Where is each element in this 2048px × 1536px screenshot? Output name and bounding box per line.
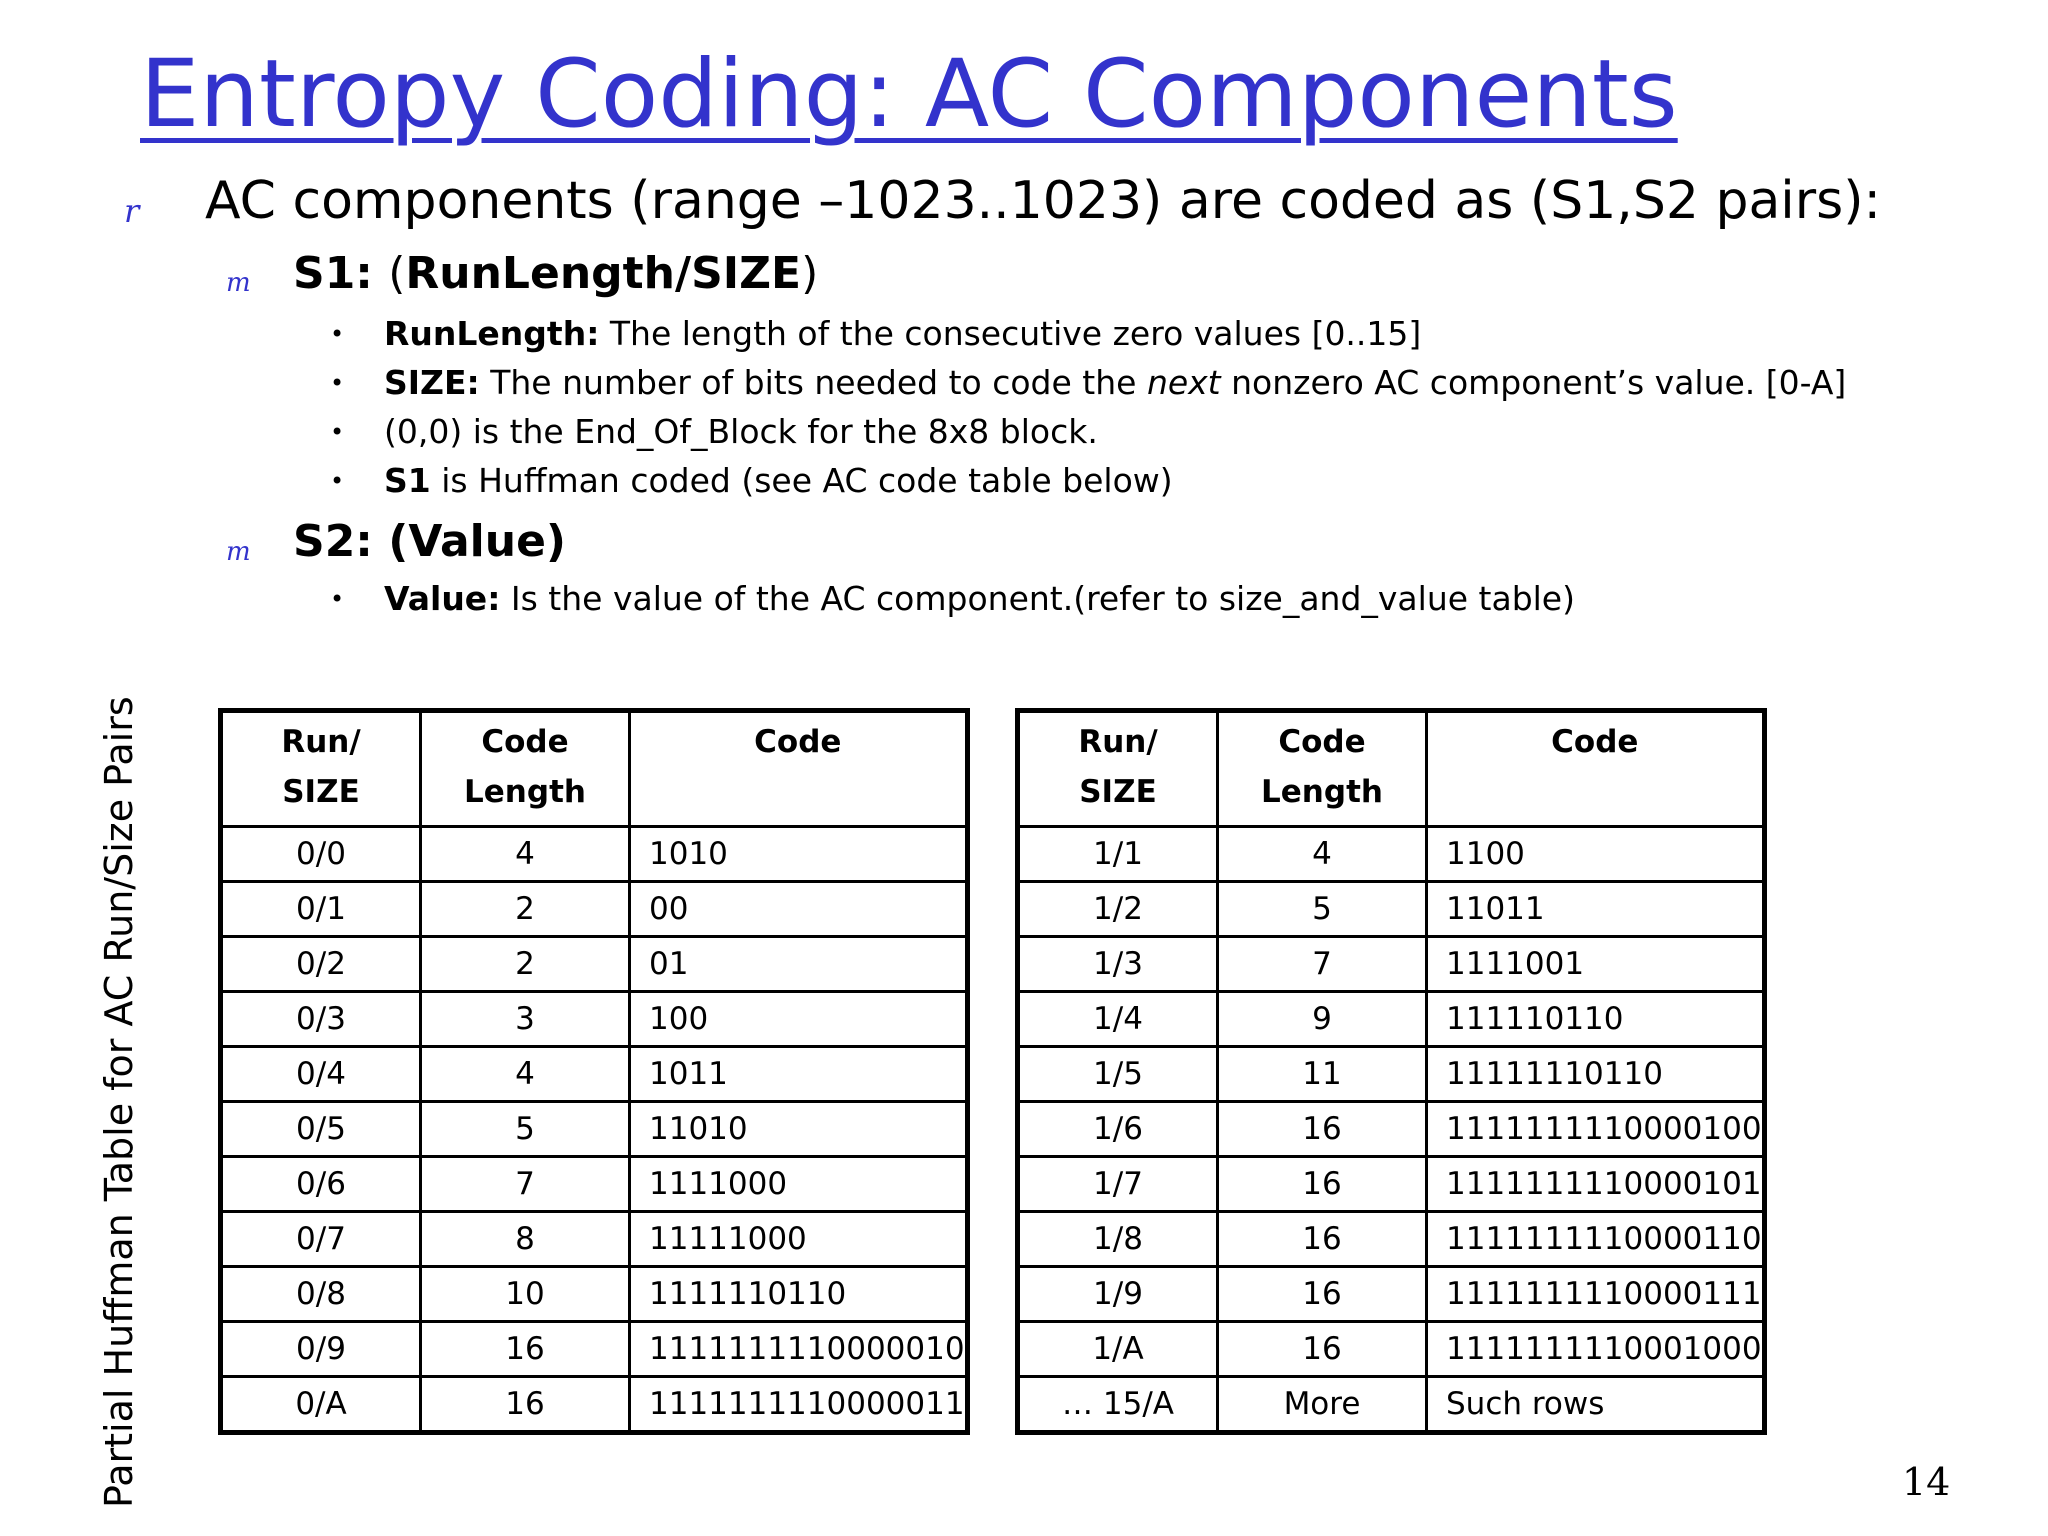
cell-code-length: 5	[1218, 882, 1427, 937]
cell-code-length: 16	[421, 1377, 630, 1433]
eob-text: (0,0) is the End_Of_Block for the 8x8 block.	[384, 412, 1098, 451]
table-row	[1018, 1322, 1765, 1377]
value-term: Value:	[384, 579, 501, 618]
cell-code: 01	[630, 937, 968, 992]
cell-code: 00	[630, 882, 968, 937]
cell-code: Such rows	[1427, 1377, 1765, 1433]
cell-code: 1111111110001000	[1427, 1322, 1765, 1377]
cell-code: 1111111110000100	[1427, 1102, 1765, 1157]
table-row	[221, 1377, 968, 1433]
header-code: Code	[630, 711, 968, 827]
table-row	[221, 1322, 968, 1377]
cell-code-length: 2	[421, 882, 630, 937]
table-row	[221, 1047, 968, 1102]
cell-code: 1010	[630, 827, 968, 882]
cell-code-length: 16	[1218, 1212, 1427, 1267]
table-row	[1018, 992, 1765, 1047]
cell-run-size: 0/8	[221, 1267, 421, 1322]
cell-run-size: 0/4	[221, 1047, 421, 1102]
cell-code-length: 10	[421, 1267, 630, 1322]
cell-code-length: 11	[1218, 1047, 1427, 1102]
cell-code: 1111111110000011	[630, 1377, 968, 1433]
cell-code-length: 16	[1218, 1102, 1427, 1157]
size-text-before: The number of bits needed to code the	[479, 363, 1147, 402]
header-code-length: Code Length	[1218, 711, 1427, 827]
table-row	[1018, 1212, 1765, 1267]
cell-code: 1111111110000101	[1427, 1157, 1765, 1212]
cell-code: 111110110	[1427, 992, 1765, 1047]
bullet-dot: •	[330, 585, 345, 613]
cell-code-length: 4	[421, 827, 630, 882]
cell-run-size: 1/5	[1018, 1047, 1218, 1102]
table-row	[1018, 1102, 1765, 1157]
runlength-text: The length of the consecutive zero values [0..15]	[599, 314, 1422, 353]
cell-run-size: 0/7	[221, 1212, 421, 1267]
header-code: Code	[1427, 711, 1765, 827]
table-row	[221, 882, 968, 937]
table-row	[221, 1102, 968, 1157]
cell-code-length: 16	[1218, 1322, 1427, 1377]
cell-run-size: 0/2	[221, 937, 421, 992]
bullet-marker-s1: m	[226, 268, 251, 298]
table-header-row	[221, 711, 968, 827]
cell-run-size: 0/5	[221, 1102, 421, 1157]
cell-run-size: 0/6	[221, 1157, 421, 1212]
cell-run-size: 1/A	[1018, 1322, 1218, 1377]
page-number: 14	[1902, 1460, 1951, 1504]
header-run-size: Run/ SIZE	[221, 711, 421, 827]
cell-code: 1111000	[630, 1157, 968, 1212]
table-row	[1018, 1267, 1765, 1322]
cell-code: 1111111110000010	[630, 1322, 968, 1377]
bullet-dot: •	[330, 467, 345, 495]
cell-code: 1111111110000110	[1427, 1212, 1765, 1267]
table-row	[221, 1157, 968, 1212]
header-code-length: Code Length	[421, 711, 630, 827]
cell-code-length: 5	[421, 1102, 630, 1157]
table-row	[221, 1212, 968, 1267]
cell-code-length: 16	[1218, 1267, 1427, 1322]
cell-run-size: 0/A	[221, 1377, 421, 1433]
s1-heading	[293, 244, 818, 304]
cell-code: 1111111110000111	[1427, 1267, 1765, 1322]
cell-code: 1011	[630, 1047, 968, 1102]
cell-code-length: 7	[1218, 937, 1427, 992]
s1-close-paren: )	[801, 248, 819, 299]
cell-run-size: 1/3	[1018, 937, 1218, 992]
value-text: Is the value of the AC component.(refer to size_and_value table)	[500, 579, 1575, 618]
bullet-dot: •	[330, 369, 345, 397]
size-term: SIZE:	[384, 363, 480, 402]
cell-code: 1111001	[1427, 937, 1765, 992]
cell-code-length: 16	[421, 1322, 630, 1377]
cell-run-size: 0/9	[221, 1322, 421, 1377]
cell-code-length: 3	[421, 992, 630, 1047]
cell-code-length: 4	[1218, 827, 1427, 882]
cell-run-size: 1/2	[1018, 882, 1218, 937]
cell-code-length: 9	[1218, 992, 1427, 1047]
runlength-term: RunLength:	[384, 314, 600, 353]
s1-value: RunLength/SIZE	[405, 248, 802, 299]
cell-code-length: 8	[421, 1212, 630, 1267]
cell-code-length: 7	[421, 1157, 630, 1212]
s1-label: S1:	[293, 248, 373, 299]
cell-run-size: … 15/A	[1018, 1377, 1218, 1433]
bullet-marker-level1: r	[124, 192, 140, 230]
cell-code: 1111110110	[630, 1267, 968, 1322]
cell-run-size: 1/8	[1018, 1212, 1218, 1267]
table-row	[221, 937, 968, 992]
cell-run-size: 1/9	[1018, 1267, 1218, 1322]
table-row	[1018, 882, 1765, 937]
cell-run-size: 0/0	[221, 827, 421, 882]
cell-code-length: More	[1218, 1377, 1427, 1433]
s1-open-paren: (	[388, 248, 406, 299]
cell-run-size: 1/6	[1018, 1102, 1218, 1157]
bullet-marker-s2: m	[226, 537, 251, 567]
s2-value: (Value)	[388, 516, 567, 567]
size-text-after: nonzero AC component’s value. [0-A]	[1220, 363, 1847, 402]
table-row	[1018, 1047, 1765, 1102]
cell-code: 11010	[630, 1102, 968, 1157]
cell-code: 1100	[1427, 827, 1765, 882]
bullet-dot: •	[330, 418, 345, 446]
cell-run-size: 1/1	[1018, 827, 1218, 882]
huffman-table-left	[218, 708, 970, 1435]
table-header-row	[1018, 711, 1765, 827]
header-run-size: Run/ SIZE	[1018, 711, 1218, 827]
huffman-text: is Huffman coded (see AC code table below)	[430, 461, 1173, 500]
cell-code: 11111000	[630, 1212, 968, 1267]
intro-text: AC components (range –1023..1023) are coded as (S1,S2 pairs):	[205, 171, 1882, 231]
cell-code: 11111110110	[1427, 1047, 1765, 1102]
cell-code-length: 2	[421, 937, 630, 992]
table-row	[221, 827, 968, 882]
table-row	[1018, 1377, 1765, 1433]
cell-run-size: 0/3	[221, 992, 421, 1047]
cell-code: 11011	[1427, 882, 1765, 937]
s1-term: S1	[384, 461, 431, 500]
s2-label: S2:	[293, 516, 373, 567]
table-row	[221, 992, 968, 1047]
cell-run-size: 1/4	[1018, 992, 1218, 1047]
slide-title: Entropy Coding: AC Components	[140, 40, 1678, 149]
cell-run-size: 0/1	[221, 882, 421, 937]
cell-run-size: 1/7	[1018, 1157, 1218, 1212]
s2-heading	[293, 512, 566, 572]
size-emph: next	[1146, 363, 1221, 402]
cell-code-length: 16	[1218, 1157, 1427, 1212]
table-row	[1018, 827, 1765, 882]
huffman-table-right	[1015, 708, 1767, 1435]
cell-code: 100	[630, 992, 968, 1047]
cell-code-length: 4	[421, 1047, 630, 1102]
table-row	[221, 1267, 968, 1322]
side-label: Partial Huffman Table for AC Run/Size Pairs	[97, 696, 141, 1508]
table-row	[1018, 1157, 1765, 1212]
bullet-dot: •	[330, 320, 345, 348]
table-row	[1018, 937, 1765, 992]
